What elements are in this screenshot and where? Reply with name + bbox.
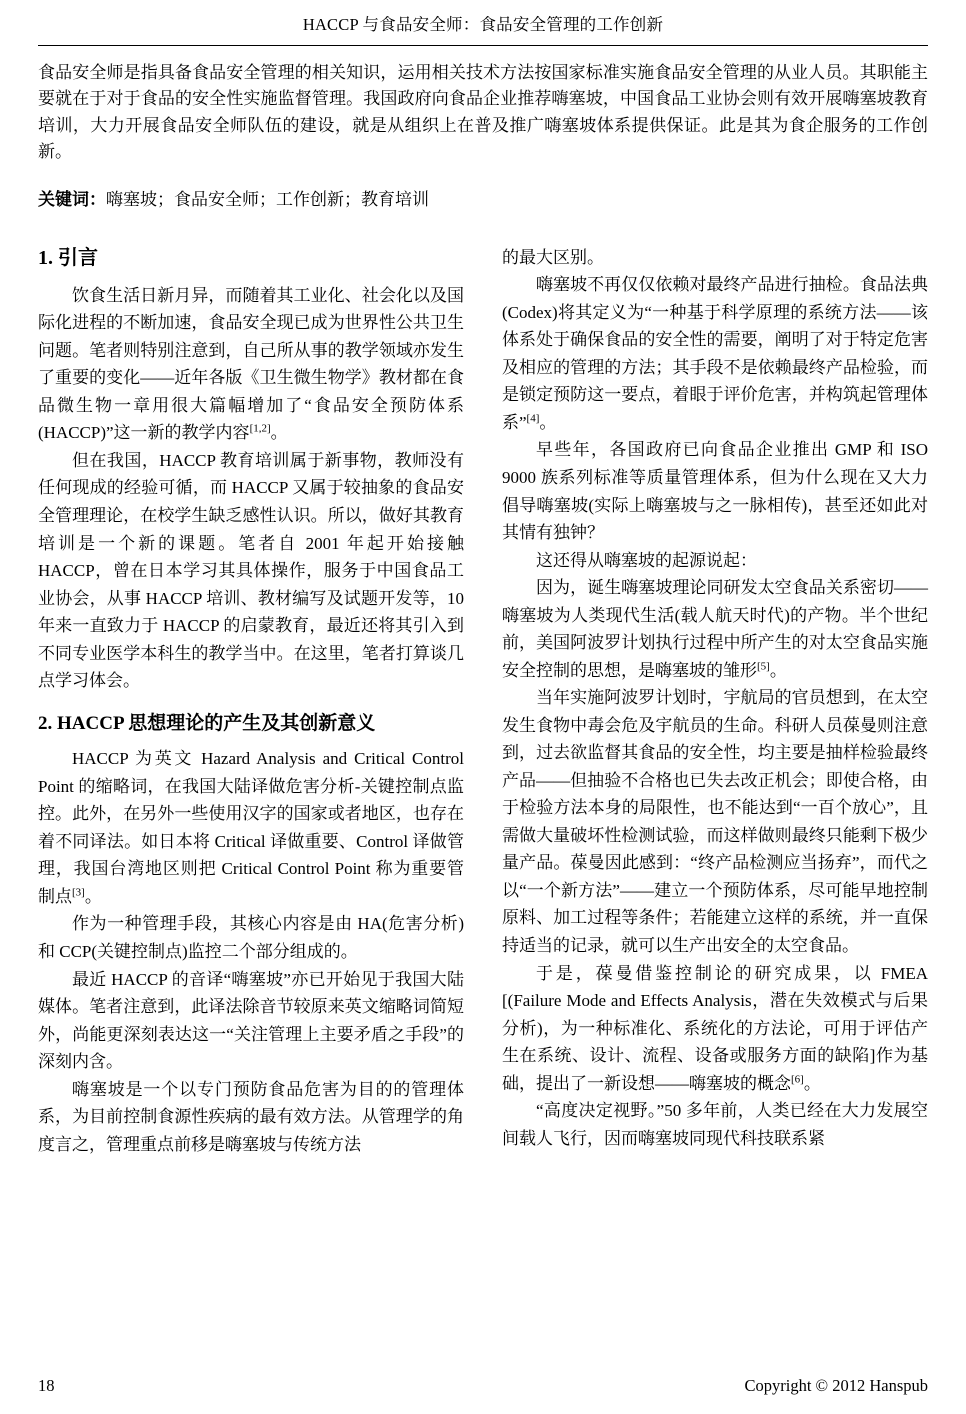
page-footer [0,1376,966,1396]
citation-ref: [4] [526,412,540,425]
paragraph [38,745,464,910]
page-number: 18 [38,1376,55,1395]
paragraph [502,960,928,1098]
paragraph [502,574,928,684]
header-rule [38,45,928,46]
abstract-text: 食品安全师是指具备食品安全管理的相关知识，运用相关技术方法按国家标准实施食品安全管理的从业人员。其职能主要就在于对于食品的安全性实施监督管理。我国政府向食品企业推荐嗨塞坡，中国食品工业协会则有效开展嗨塞坡教育培训，大力开展食品安全师队伍的建设，就是从组织上在普及推广嗨塞坡体系提供保证。此是其为食企服务的工作创新。 [38,63,928,162]
running-head: HACCP 与食品安全师：食品安全管理的工作创新 [302,15,664,34]
paragraph: 早些年，各国政府已向食品企业推出 GMP 和 ISO 9000 族系列标准等质量管理体系，但为什么现在又大力倡导嗨塞坡(实际上嗨塞坡与之一脉相传)，甚至还如此对其情有独钟？ [502,440,928,543]
keywords-value: 嗨塞坡；食品安全师；工作创新；教育培训 [106,190,429,210]
paragraph: “高度决定视野。”50 多年前，人类已经在大力发展空间载人飞行，因而嗨塞坡同现代科技联系紧 [502,1101,928,1148]
paragraph-tail: 。 [270,423,288,443]
right-column [502,244,928,1159]
paragraph: 最近 HACCP 的音译“嗨塞坡”亦已开始见于我国大陆媒体。笔者注意到，此译法除音节较原来英文缩略词简短外，尚能更深刻表达这一“关注管理上主要矛盾之手段”的深刻内含。 [38,969,464,1072]
paragraph-text: HACCP 为英文 Hazard Analysis and Critical Control Point 的缩略词，在我国大陆译做危害分析‑关键控制点监控。此外，在另外一些使用汉字的国家或者地区，也存在着不同译法。如日本将 Critical 译做重要、Control 译做管理，我国台湾地区则把 Critical Control Point 称为重要管制点 [38,749,464,906]
paragraph-text: 饮食生活日新月异，而随着其工业化、社会化以及国际化进程的不断加速，食品安全现已成为世界性公共卫生问题。笔者则特别注意到，自己所从事的教学领域亦发生了重要的变化——近年各版《卫生微生物学》教材都在食品微生物一章用很大篇幅增加了“食品安全预防体系(HACCP)”这一新的教学内容 [38,285,464,443]
paragraph-tail: 。 [539,412,557,432]
keywords-label: 关键词： [38,190,106,210]
paragraph [502,271,928,436]
abstract-block [38,60,928,165]
two-column-body [38,244,928,1159]
paragraph-tail: 。 [803,1073,821,1093]
citation-ref: [5] [757,660,770,673]
section-heading-1: 1. 引言 [38,246,98,269]
paragraph-text: 于是，葆曼借鉴控制论的研究成果，以 FMEA [(Failure Mode and Effects Analysis，潜在失效模式与后果分析)，为一种标准化、系统化的方法论，可用于评估产生在系统、设计、流程、设备或服务方面的缺陷]作为基础，提出了一新设想——嗨塞坡的概念 [502,963,928,1093]
paragraph: 作为一种管理手段，其核心内容是由 HA(危害分析)和 CCP(关键控制点)监控二个部分组成的。 [38,914,464,961]
copyright-notice: Copyright © 2012 Hanspub [744,1376,928,1395]
paragraph-tail: 。 [769,660,787,680]
citation-ref: [1,2] [249,422,271,435]
left-column [38,244,464,1159]
citation-ref: [6] [791,1073,804,1085]
keywords-line [38,187,928,213]
paragraph-tail: 。 [84,886,102,906]
paragraph: 这还得从嗨塞坡的起源说起： [536,550,757,570]
section-heading-2: 2. HACCP 思想理论的产生及其创新意义 [38,712,376,734]
paragraph-text: 因为，诞生嗨塞坡理论同研发太空食品关系密切——嗨塞坡为人类现代生活(载人航天时代)的产物。半个世纪前，美国阿波罗计划执行过程中所产生的对太空食品实施安全控制的思想，是嗨塞坡的雏形 [502,578,928,680]
citation-ref: [3] [72,886,85,899]
paragraph: 的最大区别。 [502,247,604,267]
paragraph-text: 嗨塞坡不再仅仅依赖对最终产品进行抽检。食品法典(Codex)将其定义为“一种基于科学原理的系统方法——该体系处于确保食品的安全性的需要，阐明了对于特定危害及相应的管理的方法；其手段不是依赖最终产品检验，而是锁定预防这一要点，着眼于评价危害，并构筑起管理体系” [502,275,928,432]
paragraph: 当年实施阿波罗计划时，宇航局的官员想到，在太空发生食物中毒会危及宇航员的生命。科研人员葆曼则注意到，过去欲监督其食品的安全性，均主要是抽样检验最终产品——但抽验不合格也已失去改正机会；即使合格，由于检验方法本身的局限性，也不能达到“一百个放心”，且需做大量破坏性检测试验，而这样做则最终只能剩下极少量产品。葆曼因此感到：“终产品检测应当扬弃”，而代之以“一个新方法”——建立一个预防体系，尽可能早地控制原料、加工过程等条件；若能建立这样的系统，并一直保持适当的记录，就可以生产出安全的太空食品。 [502,688,928,955]
paragraph: 嗨塞坡是一个以专门预防食品危害为目的的管理体系，为目前控制食源性疾病的最有效方法。从管理学的角度言之，管理重点前移是嗨塞坡与传统方法 [38,1079,464,1154]
paragraph [38,282,464,447]
paragraph: 但在我国，HACCP 教育培训属于新事物，教师没有任何现成的经验可循，而 HACCP 又属于较抽象的食品安全管理理论，在校学生缺乏感性认识。所以，做好其教育培训是一个新的课题。笔者自 2001 年起开始接触 HACCP，曾在日本学习其具体操作，服务于中国食品工业协会，从事 HACCP 培训、教材编写及试题开发等，10 年来一直致力于 HACCP 的启蒙教育，最近还将其引入到不同专业医学本科生的教学当中。在这里，笔者打算谈几点学习体会。 [38,450,464,691]
